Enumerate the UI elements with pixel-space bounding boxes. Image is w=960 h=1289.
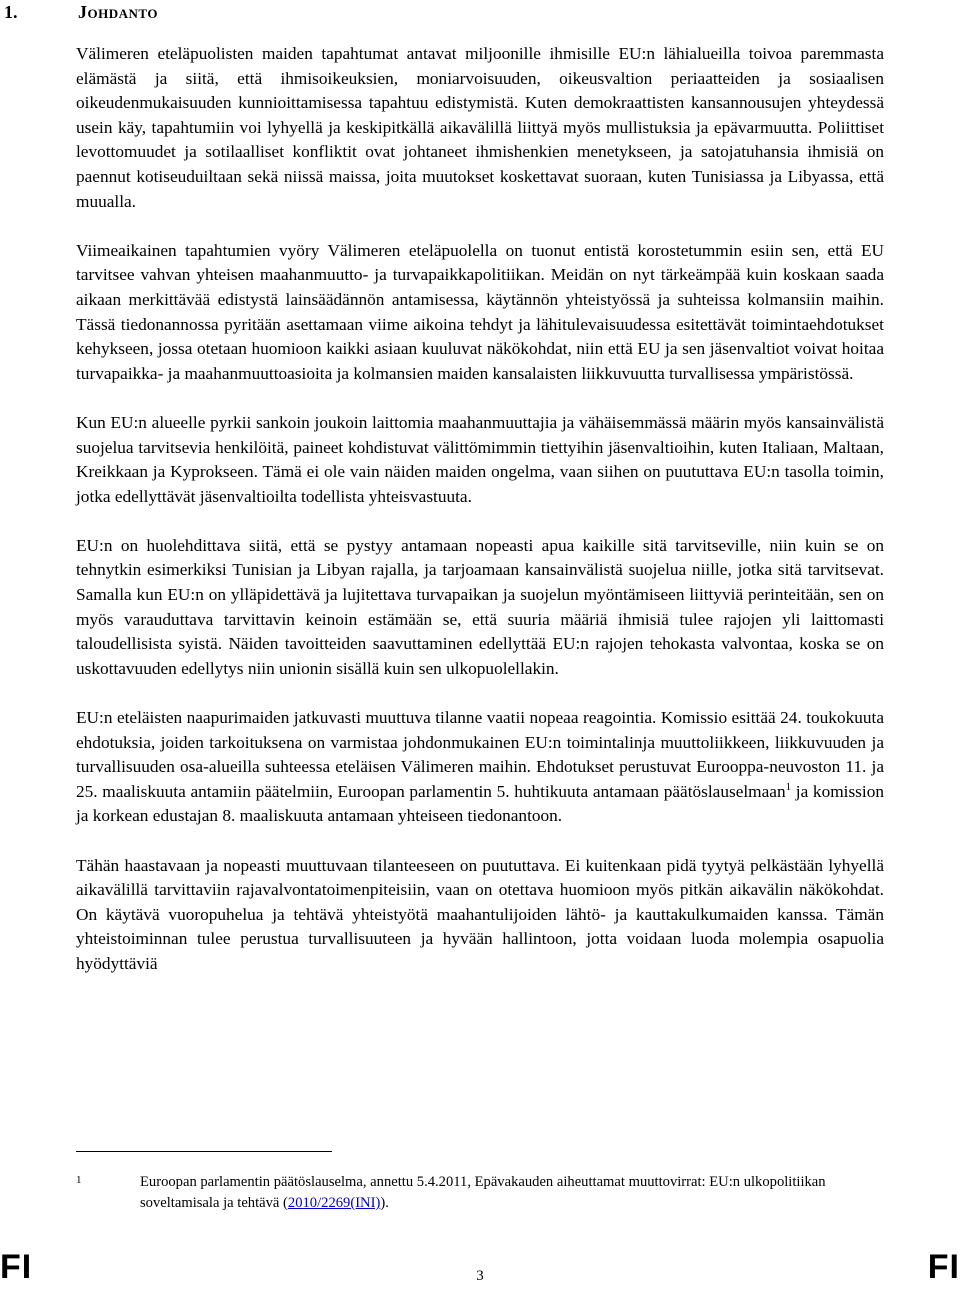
paragraph-4: EU:n on huolehdittava siitä, että se pystyy antamaan nopeasti apua kaikille sitä tarvitseville, niin kuin se on tehnytkin esimerkiksi Tunisian ja Libyan rajalla, ja tarjoamaan kansainvälistä suojelua niille, jotka sitä tarvitsevat. Samalla kun EU:n on ylläpidettävä ja lujitettava turvapaikan ja suojelun myöntämiseen liittyviä perinteitään, sen on myös varauduttava tarvittavin keinoin estämään se, että suuria määriä ihmisiä tulee rajojen yli laittomasti taloudellisista syistä. Näiden tavoitteiden saavuttaminen edellyttää EU:n rajojen tehokasta valvontaa, koska se on uskottavuuden edellytys niin unionin sisällä kuin sen ulkopuolellakin. (76, 535, 884, 678)
language-code-left: FI (0, 1248, 33, 1286)
paragraph-5-tail: ja komission ja korkean edustajan 8. maaliskuuta antamaan yhteiseen tiedonantoon. (76, 781, 884, 826)
section-title: Johdanto (78, 2, 158, 22)
paragraph-1: Välimeren eteläpuolisten maiden tapahtumat antavat miljoonille ihmisille EU:n lähialueilla toivoa paremmasta elämästä ja siitä, että ihmisoikeuksien, moniarvoisuuden, oikeusvaltion periaatteiden ja sosiaalisen oikeudenmukaisuuden kunnioittamisessa tapahtuu edistymistä. Kuten demokraattisten kansannousujen yhteydessä usein käy, tapahtumiin voi lyhyellä ja keskipitkällä aikavälillä liittyä myös mullistuksia ja epävarmuutta. Poliittiset levottomuudet ja sotilaalliset konfliktit ovat johtaneet ihmishenkien menetykseen, ja satojatuhansia ihmisiä on paennut kotiseuduiltaan sekä niissä maissa, joita muutokset koskettavat suoraan, kuten Tunisiassa ja Libyassa, että muualla. (76, 44, 884, 211)
paragraph-3: Kun EU:n alueelle pyrkii sankoin joukoin laittomia maahanmuuttajia ja vähäisemmässä määrin myös kansainvälistä suojelua tarvitsevia henkilöitä, paineet kohdistuvat välittömimmin tiettyihin jäsenvaltioihin, kuten Italiaan, Maltaan, Kreikkaan ja Kyprokseen. Tämä ei ole vain näiden maiden ongelma, vaan siihen on puututtava EU:n tasolla toimin, jotka edellyttävät jäsenvaltioilta todellista yhteisvastuuta. (76, 412, 884, 506)
footnote-number: 1 (76, 1174, 82, 1186)
footnote-reference[interactable]: 1 (785, 781, 792, 794)
page-number: 3 (476, 1268, 484, 1284)
section-heading (4, 2, 158, 23)
footnote-body: Euroopan parlamentin päätöslauselma, annettu 5.4.2011, Epävakauden aiheuttamat muuttovirrat: EU:n ulkopolitiikan soveltamisala ja tehtävä ( (140, 1174, 826, 1211)
footnote-text (140, 1172, 884, 1214)
paragraph-5-text: EU:n eteläisten naapurimaiden jatkuvasti muuttuva tilanne vaatii nopeaa reagointia. Komissio esittää 24. toukokuuta ehdotuksia, joiden tarkoituksena on varmistaa johdonmukainen EU:n toimintalinja muuttoliikkeen, liikkuvuuden ja turvallisuuden osa-alueilla suhteessa eteläisen Välimeren maihin. Ehdotukset perustuvat Eurooppa-neuvoston 11. ja 25. maaliskuuta antamiin päätelmiin, Euroopan parlamentin 5. huhtikuuta antamaan päätöslauselmaan (76, 708, 884, 801)
footnote-link[interactable]: 2010/2269(INI) (287, 1195, 381, 1211)
document-body (76, 42, 884, 1001)
paragraph-2: Viimeaikainen tapahtumien vyöry Välimeren eteläpuolella on tuonut entistä korostetummin esiin sen, että EU tarvitsee vahvan yhteisen maahanmuutto- ja turvapaikkapolitiikan. Meidän on nyt tärkeämpää kuin koskaan saada aikaan merkittävää edistystä lainsäädännön antamisessa, käytännön yhteistyössä ja suhteissa kolmansiin maihin. Tässä tiedonannossa pyritään asettamaan viime aikoina tehdyt ja lähitulevaisuudessa esitettävät toimintaehdotukset kehykseen, jossa otetaan huomioon kaikki asiaan kuuluvat näkökohdat, niin että EU ja sen jäsenvaltiot voivat hoitaa turvapaikka- ja maahanmuuttoasioita ja kolmansien maiden kansalaisten liikkuvuutta turvallisessa ympäristössä. (76, 240, 884, 383)
footnote-tail: ). (380, 1195, 389, 1211)
language-code-right: FI (927, 1248, 960, 1286)
paragraph-6: Tähän haastavaan ja nopeasti muuttuvaan tilanteeseen on puututtava. Ei kuitenkaan pidä tyytyä pelkästään lyhyellä aikavälillä tarvittaviin rajavalvontatoimenpiteisiin, vaan on otettava huomioon myös pitkän aikavälin näkökohdat. On käytävä vuoropuhelua ja tehtävä yhteistyötä maahantulijoiden lähtö- ja kauttakulkumaiden kanssa. Tämän yhteistoiminnan tulee perustua turvallisuuteen ja hyvään hallintoon, jotta voidaan luoda molempia osapuolia hyödyttäviä (76, 855, 884, 973)
paragraph-5 (76, 706, 884, 829)
footnote (76, 1172, 884, 1214)
section-number: 1. (4, 2, 18, 22)
footnote-separator (76, 1151, 332, 1152)
